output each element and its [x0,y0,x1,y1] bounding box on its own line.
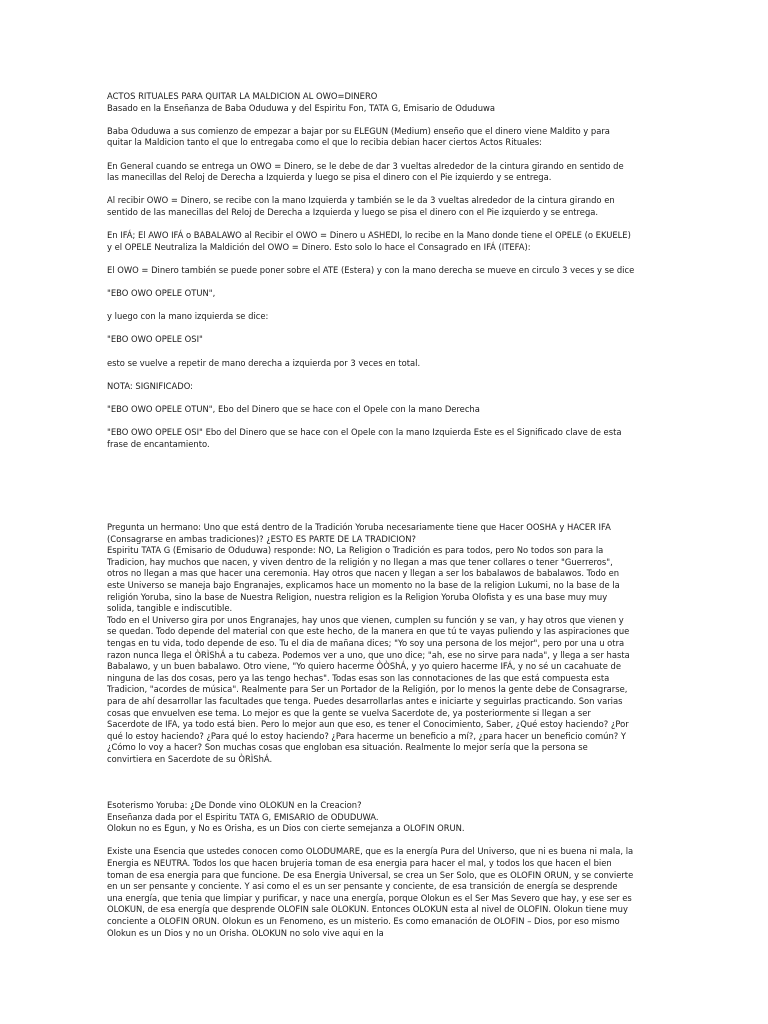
paragraph: En General cuando se entrega un OWO = Dinero, se le debe de dar 3 vueltas alrededor de la cintura girando en sentido de las manecillas del Reloj de Derecha a Izquierda y luego se pisa el dinero con el Pie izquierdo y se entrega. [107,160,624,183]
paragraph: El OWO = Dinero también se puede poner sobre el ATE (Estera) y con la mano derecha se mueve en circulo 3 veces y se dice [107,264,635,275]
paragraph: "EBO OWO OPELE OSI" Ebo del Dinero que se hace con el Opele con la mano Izquierda Este es el Significado clave de esta frase de encantamiento. [107,427,622,449]
chant-line: "EBO OWO OPELE OTUN", [107,288,216,299]
section-olokun [107,800,635,939]
section-title: ACTOS RITUALES PARA QUITAR LA MALDICION AL OWO=DINERO [107,91,378,101]
paragraph: Baba Oduduwa a sus comienzo de empezar a bajar por su ELEGUN (Medium) enseño que el dinero viene Maldito y para quitar la Maldicion tanto el que lo entregaba como el que lo recibia debian hacer ciertos Actos Rituales: [107,125,610,148]
section-money-rituals [107,91,635,450]
chant-line: "EBO OWO OPELE OSI" [107,334,203,345]
section-source: Enseñanza dada por el Espiritu TATA G, EMISARIO de ODUDUWA. [107,811,379,822]
paragraph: Existe una Esencia que ustedes conocen como OLODUMARE, que es la energía Pura del Universo, que ni es buena ni mala, la Energia es NEUTRA. Todos los que hacen brujeria toman de esa energia para hacer el mal, y todos los que hacen el bien toman de esa energia para que funcione. De esa Energia Universal, se crea un Ser Solo, que es OLOFIN ORUN, y se convierte en un ser pensante y conciente. Y asi como el es un ser pensante y conciente, de esa transición de energía se desprende una energía, que tenia que limpiar y purificar, y nace una energía, porque Olokun es el Ser Mas Severo que hay, y ese ser es OLOKUN, de esa energía que desprende OLOFIN sale OLOKUN. Entonces OLOKUN esta al nivel de OLOFIN. Olokun tiene muy conciente a OLOFIN ORUN. Olokun es un Fenomeno, es un misterio. Es como emanación de OLOFIN – Dios, por eso mismo Olokun es un Dios y no un Orisha. OLOKUN no solo vive aqui en la [107,846,634,938]
question: Pregunta un hermano: Uno que está dentro de la Tradición Yoruba necesariamente tiene que Hacer OOSHA y HACER IFA (Consagrarse en ambas tradiciones)? ¿ESTO ES PARTE DE LA TRADICION? [107,522,611,544]
answer: Espiritu TATA G (Emisario de Oduduwa) responde: NO, La Religion o Tradición es para todos, pero No todos son para la Tradicion, hay muchos que nacen, y viven dentro de la religión y no llegan a mas que tener collares o tener "Guerreros", otros no llegan a mas que hacer una ceremonia. Hay otros que nacen y llegan a ser los babalawos de babalawos. Todo en este Universo se maneja bajo Engranajes, explicamos hace un momento no la base de la religion Lukumi, no la base de la religión Yoruba, sino la base de Nuestra Religion, nuestra religion es la Religion Yoruba Olofista y es una base muy muy solida, tangible e indiscutible. [107,545,620,614]
section-intro: Olokun no es Egun, y No es Orisha, es un Dios con cierte semejanza a OLOFIN ORUN. [107,823,465,834]
paragraph: En IFÁ; El AWO IFÁ o BABALAWO al Recibir el OWO = Dinero u ASHEDI, lo recibe en la Mano donde tiene el OPELE (o EKUELE) y el OPELE Neutraliza la Maldición del OWO = Dinero. Esto solo lo hace el Consagrado en IFÁ (ITEFA): [107,230,631,252]
section-subtitle: Basado en la Enseñanza de Baba Oduduwa y del Espiritu Fon, TATA G, Emisario de Oduduwa [107,102,496,113]
paragraph: Al recibir OWO = Dinero, se recibe con la mano Izquierda y también se le da 3 vueltas alrededor de la cintura girando en sentido de las manecillas del Reloj de Derecha a Izquierda y luego se pisa el dinero con el Pie izquierdo y se entrega. [107,195,615,217]
section-title: Esoterismo Yoruba: ¿De Donde vino OLOKUN en la Creacion? [107,800,362,810]
note-heading: NOTA: SIGNIFICADO: [107,380,193,391]
paragraph: "EBO OWO OPELE OTUN", Ebo del Dinero que se hace con el Opele con la mano Derecha [107,404,480,415]
paragraph: esto se vuelve a repetir de mano derecha a izquierda por 3 veces en total. [107,357,421,368]
section-question-answer [107,522,635,765]
paragraph: y luego con la mano izquierda se dice: [107,311,269,322]
paragraph: Todo en el Universo gira por unos Engranajes, hay unos que vienen, cumplen su función y se van, y hay otros que vienen y se quedan. Todo depende del material con que este hecho, de la manera en que tú te vayas puliendo y las aspiraciones que tengas en tu vida, todo depende de eso. Tu el dia de mañana dices; "Yo soy una persona de los mejor", pero por una u otra razon nunca llega el ÒRÌShÁ a tu cabeza. Podemos ver a uno, que uno dice; "ah, ese no sirve para nada", y llega a ser hasta Babalawo, y un buen babalawo. Otro viene, "Yo quiero hacerme ÒÒShÁ, y yo quiero hacerme IFÁ, y no sé un cacahuate de ninguna de las dos cosas, pero ya las tengo hechas". Todas esas son las connotaciones de las que está compuesta esta Tradicion, "acordes de música". Realmente para Ser un Portador de la Religión, por lo menos la gente debe de Consagrarse, para de ahí desarrollar las facultades que tenga. Puedes desarrollarlas antes e iniciarte y seguirlas practicando. Son varias cosas que envuelven ese tema. Lo mejor es que la gente se vuelva Sacerdote de, ya posteriormente si llegan a ser Sacerdote de IFA, ya todo está bien. Pero lo mejor aun que eso, es tener el Conocimiento, Saber, ¿Qué estoy haciendo? ¿Por qué lo estoy haciendo? ¿Para qué lo estoy haciendo? ¿Para hacerme un beneficio a mí?, ¿para hacer un beneficio común? Y ¿Cómo lo voy a hacer? Son muchas cosas que engloban esa situación. Realmente lo mejor sería que la persona se convirtiera en Sacerdote de su ÒRÌShÁ. [107,614,630,764]
